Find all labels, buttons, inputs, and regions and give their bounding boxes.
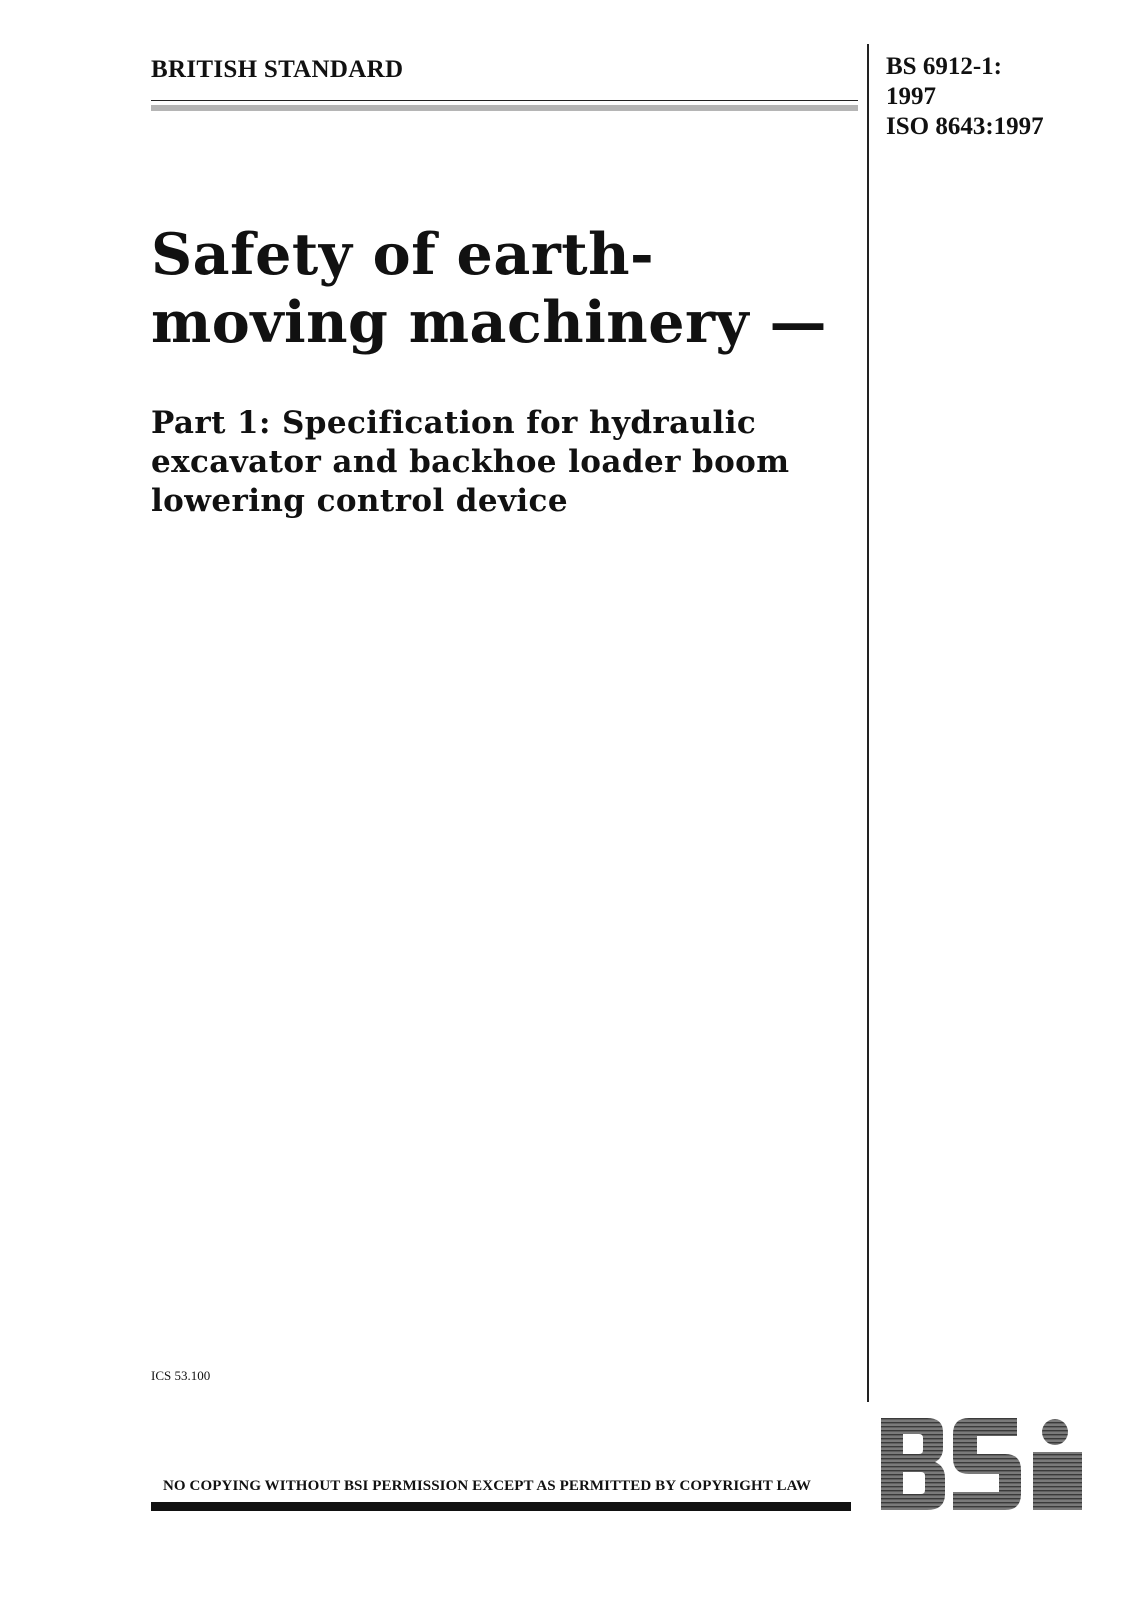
document-type-label: BRITISH STANDARD: [151, 56, 404, 83]
document-subtitle: Part 1: Specification for hydraulic excavator and backhoe loader boom lowering control device: [151, 405, 790, 519]
document-title: Safety of earth-moving machinery —: [151, 221, 827, 356]
column-divider: [867, 44, 869, 1402]
header-rule-thick: [151, 105, 858, 111]
standard-number: BS 6912-1: 1997 ISO 8643:1997: [886, 53, 1044, 140]
header-rule-thin: [151, 100, 858, 101]
bsi-logo-icon: [881, 1418, 1082, 1510]
copyright-notice: NO COPYING WITHOUT BSI PERMISSION EXCEPT AS PERMITTED BY COPYRIGHT LAW: [163, 1478, 811, 1494]
ics-code: ICS 53.100: [151, 1368, 211, 1383]
footer-bar: [151, 1502, 851, 1511]
